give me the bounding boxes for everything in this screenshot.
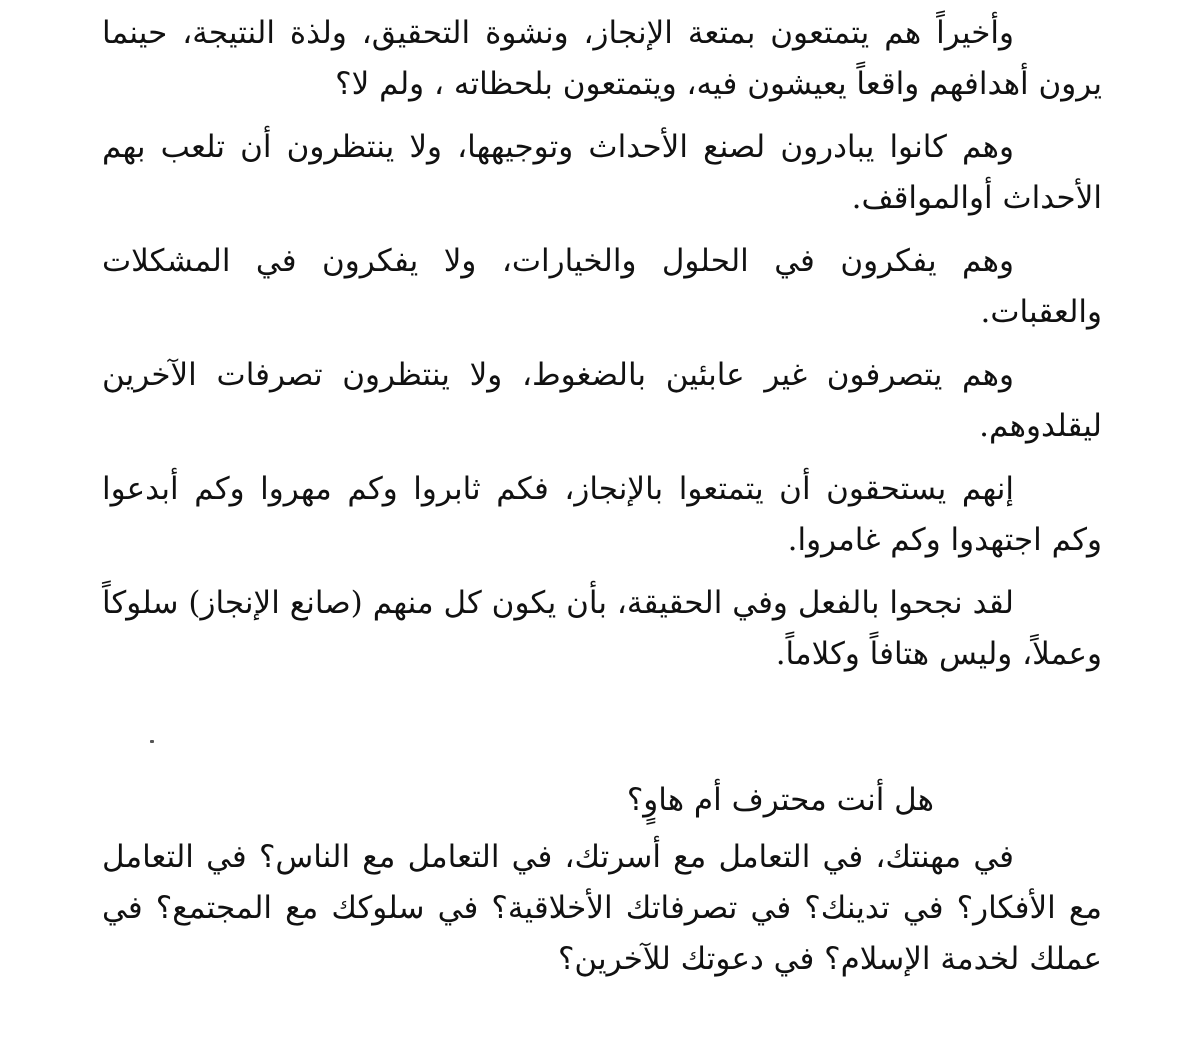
paragraph: لقد نجحوا بالفعل وفي الحقيقة، بأن يكون كل منهم (صانع الإنجاز) سلوكاً وعملاً، وليس هتافاً وكلاماً. xyxy=(102,585,1102,672)
paragraph: وأخيراً هم يتمتعون بمتعة الإنجاز، ونشوة التحقيق، ولذة النتيجة، حينما يرون أهدافهم واقعاً يعيشون فيه، ويتمتعون بلحظاته ، ولم لا؟ xyxy=(102,15,1102,102)
paragraph: في مهنتك، في التعامل مع أسرتك، في التعامل مع الناس؟ في التعامل مع الأفكار؟ في تدينك؟ في تصرفاتك الأخلاقية؟ في سلوكك مع المجتمع؟ في عملك لخدمة الإسلام؟ في دعوتك للآخرين؟ xyxy=(102,839,1102,977)
scan-speck xyxy=(150,740,154,743)
paragraph: إنهم يستحقون أن يتمتعوا بالإنجاز، فكم ثابروا وكم مهروا وكم أبدعوا وكم اجتهدوا وكم غامروا. xyxy=(102,471,1102,558)
section-heading: هل أنت محترف أم هاوٍ؟ xyxy=(626,782,934,818)
paragraph: وهم يفكرون في الحلول والخيارات، ولا يفكرون في المشكلات والعقبات. xyxy=(102,243,1102,330)
paragraph: وهم كانوا يبادرون لصنع الأحداث وتوجيهها، ولا ينتظرون أن تلعب بهم الأحداث أوالمواقف. xyxy=(102,129,1102,216)
paragraph: وهم يتصرفون غير عابئين بالضغوط، ولا ينتظرون تصرفات الآخرين ليقلدوهم. xyxy=(102,357,1102,444)
text-block-professional xyxy=(102,775,1102,997)
text-block-achievement xyxy=(102,8,1102,692)
